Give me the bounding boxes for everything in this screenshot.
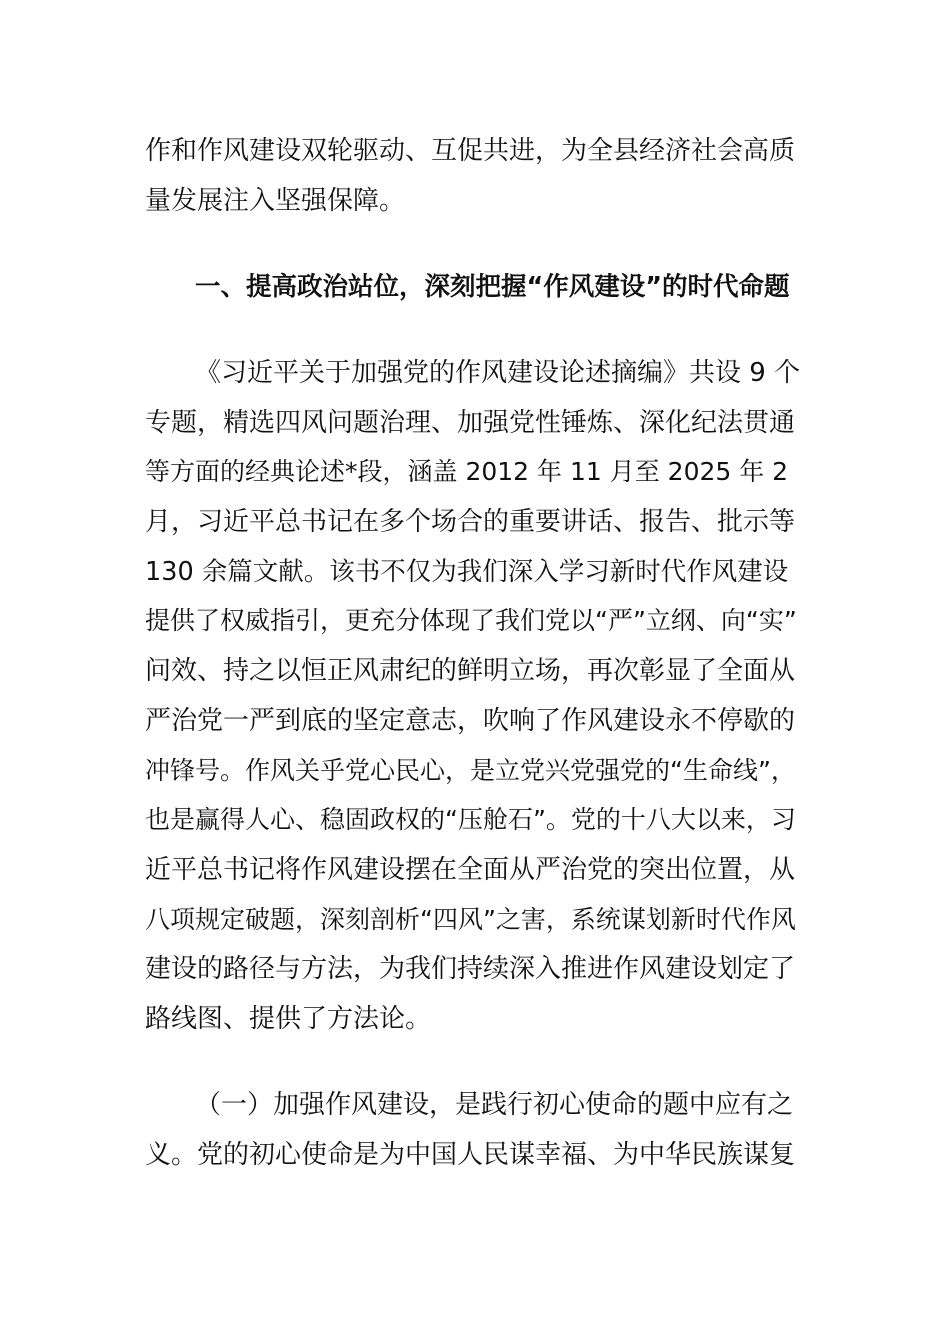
paragraph-line: 义。党的初心使命是为中国人民谋幸福、为中华民族谋复 xyxy=(145,1140,796,1170)
paragraph-line: 路线图、提供了方法论。 xyxy=(145,1004,432,1034)
paragraph-line: 冲锋号。作风关乎党心民心，是立党兴党强党的“生命线”， xyxy=(145,756,796,785)
section-heading: 一、提高政治站位，深刻把握“作风建设”的时代命题 xyxy=(195,272,790,302)
paragraph-line: 也是赢得人心、稳固政权的“压舱石”。党的十八大以来，习 xyxy=(145,805,796,834)
paragraph-line: 近平总书记将作风建设摆在全面从严治党的突出位置，从 xyxy=(145,855,796,885)
paragraph-line: 等方面的经典论述*段，涵盖 2012 年 11 月至 2025 年 2 xyxy=(145,457,789,486)
paragraph-line: 严治党一严到底的坚定意志，吹响了作风建设永不停歇的 xyxy=(145,706,796,736)
paragraph-line: 《习近平关于加强党的作风建设论述摘编》共设 9 个 xyxy=(195,358,801,388)
paragraph-line: 提供了权威指引，更充分体现了我们党以“严”立纲、向“实” xyxy=(145,606,797,635)
paragraph-line: 作和作风建设双轮驱动、互促共进，为全县经济社会高质 xyxy=(145,136,796,166)
paragraph-line: （一）加强作风建设，是践行初心使命的题中应有之 xyxy=(195,1090,794,1120)
paragraph-line: 月，习近平总书记在多个场合的重要讲话、报告、批示等 xyxy=(145,507,796,537)
paragraph-line: 问效、持之以恒正风肃纪的鲜明立场，再次彰显了全面从 xyxy=(145,656,796,686)
paragraph-line: 专题，精选四风问题治理、加强党性锤炼、深化纪法贯通 xyxy=(145,408,796,438)
paragraph-line: 量发展注入坚强保障。 xyxy=(145,186,406,216)
paragraph-line: 八项规定破题，深刻剖析“四风”之害，系统谋划新时代作风 xyxy=(145,905,796,934)
paragraph-line: 建设的路径与方法，为我们持续深入推进作风建设划定了 xyxy=(145,954,796,984)
paragraph-line: 130 余篇文献。该书不仅为我们深入学习新时代作风建设 xyxy=(145,557,789,587)
